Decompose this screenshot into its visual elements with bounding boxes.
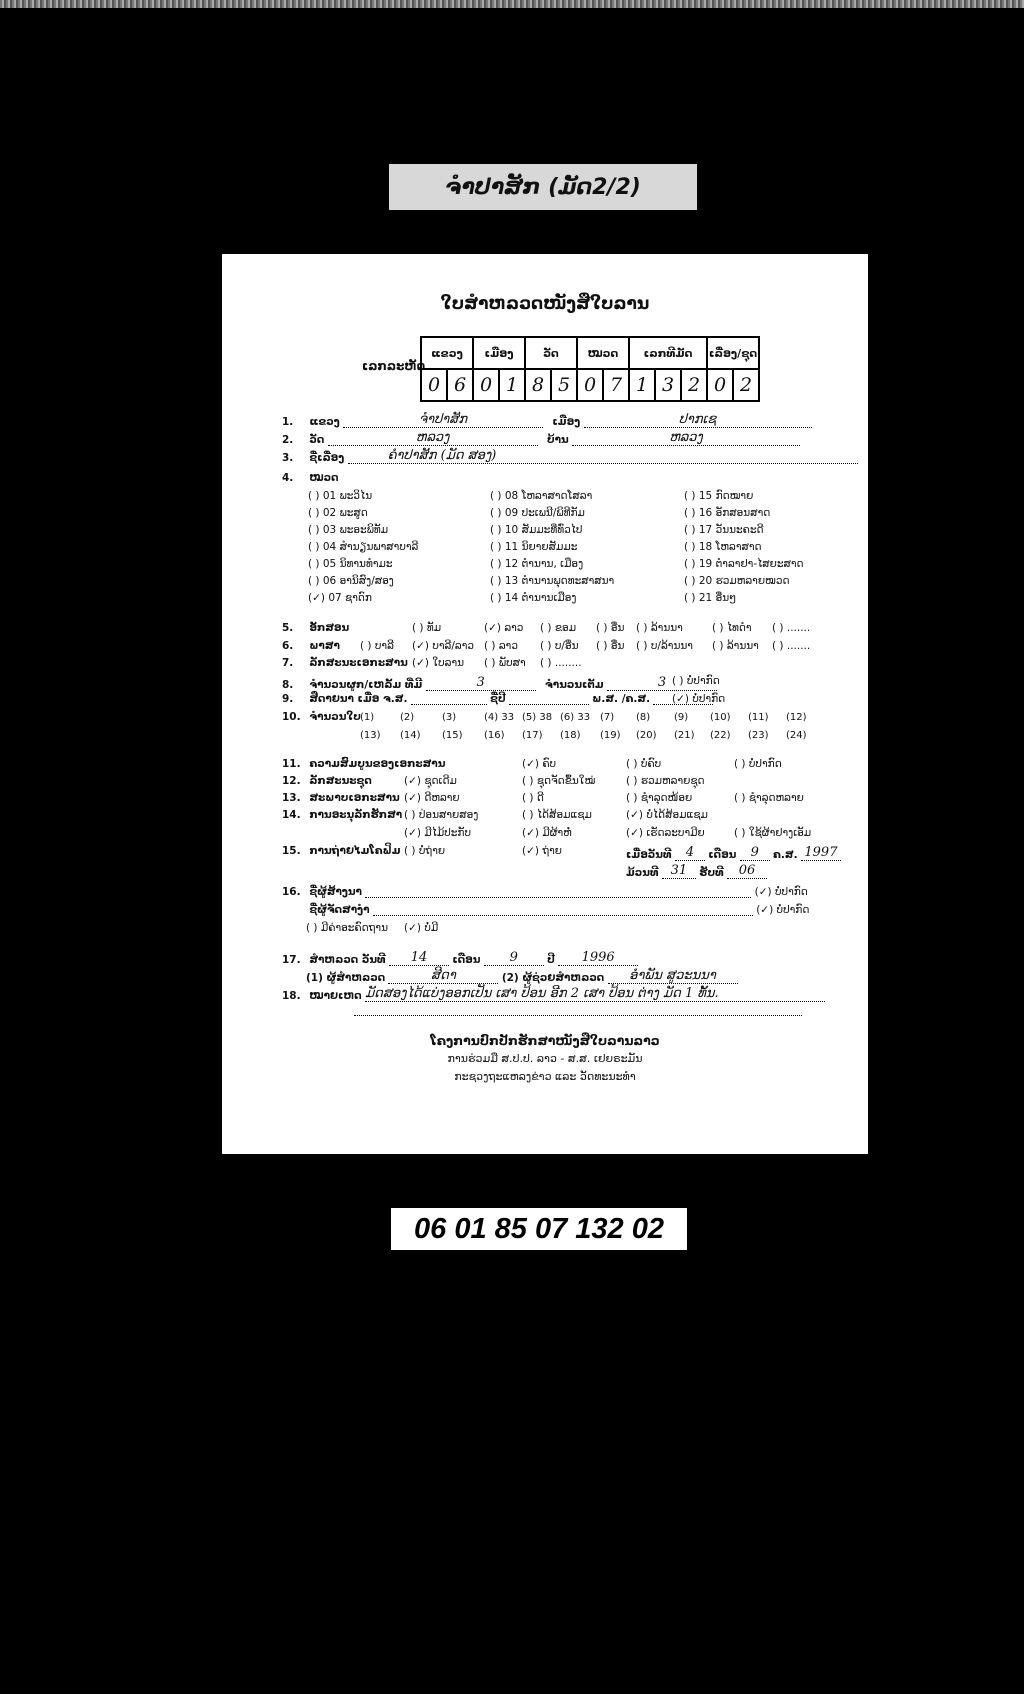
- preservation-option: ( ) ປ່ອນສາຍສອງ: [404, 809, 479, 821]
- leaves-count: (14): [400, 730, 421, 741]
- remarks-value: ມັດສອງໄດ້ແບ່ງອອກເປັນ ເສາ ປ້ອນ ອີກ 2 ເສາ ປ້ອນ ຕ່າງ ມັດ 1 ທັ້ນ.: [365, 986, 825, 1002]
- field-language-row: [282, 640, 340, 652]
- set-type-option: (✓) ຊຸດເດີມ: [404, 775, 457, 787]
- completeness-option: ( ) ບໍ່ປາກົດ: [734, 758, 782, 770]
- leaves-count: (1): [360, 712, 375, 723]
- dedication-option: ( ) ມີຄ່າອະຄົດຖານ: [306, 922, 389, 934]
- not-visible-option: (✓) ບໍ່ປາກົດ: [754, 886, 808, 898]
- preservation-option: (✓) ມີໄມ້ປະກັບ: [404, 827, 472, 839]
- field-copier-row: [282, 904, 809, 916]
- code-digit: 0: [421, 369, 447, 401]
- category-item: ( ) 16 ອັກສອນສາດ: [684, 507, 771, 519]
- district-value: ປາກເຊ: [584, 412, 812, 428]
- material-option: (✓) ໃບລານ: [412, 657, 465, 669]
- leaves-count: (5) 38: [522, 712, 553, 723]
- code-digit: 2: [681, 369, 707, 401]
- code-header: ໝວດ: [577, 337, 629, 369]
- not-visible-option: ( ) ບໍ່ປາກົດ: [672, 675, 720, 687]
- language-option: ( ) .......: [772, 640, 811, 652]
- code-header: ແຂວງ: [421, 337, 473, 369]
- category-item: ( ) 13 ຕຳນານພຸດທະສາສນາ: [490, 575, 615, 587]
- full-count-value: 3: [607, 675, 717, 691]
- field-label: ວັດ: [309, 434, 325, 446]
- field-label: ຈຳນວນເຕັມ: [545, 679, 604, 691]
- completeness-option: (✓) ຄົບ: [522, 758, 557, 770]
- field-temple-row: [282, 430, 800, 446]
- category-item: ( ) 21 ອື່ນໆ: [684, 592, 737, 604]
- condition-option: (✓) ດີຫລາຍ: [404, 792, 460, 804]
- category-item: ( ) 08 ໂຫລາສາດໂສລາ: [490, 490, 593, 502]
- title-value: ຄຳປາສັກ (ມັດ ສອງ): [348, 448, 858, 464]
- code-digit: 3: [655, 369, 681, 401]
- microfilm-roll: [626, 863, 767, 879]
- category-item: ( ) 15 ກົດໝາຍ: [684, 490, 754, 502]
- microfilm-day: 4: [675, 845, 705, 861]
- form-footer: [222, 1032, 868, 1086]
- leaves-count: (21): [674, 730, 695, 741]
- language-option: ( ) ລ້ານນາ: [712, 640, 759, 652]
- code-header: ວັດ: [525, 337, 577, 369]
- script-option: ( ) ລ້ານນາ: [636, 622, 683, 634]
- leaves-count: (2): [400, 712, 415, 723]
- leaves-count: (11): [748, 712, 769, 723]
- microfilm-date: [626, 845, 841, 861]
- field-set-type-row: [282, 775, 372, 787]
- code-digit: 5: [551, 369, 577, 401]
- code-digit: 8: [525, 369, 551, 401]
- code-digit: 6: [447, 369, 473, 401]
- leaves-count: (4) 33: [484, 712, 515, 723]
- code-label: ເລກລະຫັດ: [362, 359, 426, 373]
- roll-value: 31: [662, 863, 696, 879]
- leaves-count: (22): [710, 730, 731, 741]
- leaves-count: (23): [748, 730, 769, 741]
- language-option: ( ) ລາວ: [484, 640, 518, 652]
- code-digit: 1: [499, 369, 525, 401]
- frame-value: 06: [727, 863, 767, 879]
- leaves-count: (8): [636, 712, 651, 723]
- field-condition-row: [282, 792, 400, 804]
- preservation-option: ( ) ໃຊ້ຜ້າຢາງເອັມ: [734, 827, 812, 839]
- set-type-option: ( ) ຊຸດຈັດຂຶ້ນໃໝ່: [522, 775, 596, 787]
- category-item: (✓) 07 ຊາດົກ: [308, 592, 372, 604]
- material-option: ( ) ພັບສາ: [484, 657, 526, 669]
- microfilm-year: 1997: [801, 845, 841, 861]
- code-digit: 0: [577, 369, 603, 401]
- preservation-option: (✓) ບໍ່ໄດ້ສ້ອມແຊມ: [626, 809, 708, 821]
- leaves-count: (15): [442, 730, 463, 741]
- field-number: 11.: [282, 758, 301, 770]
- leaves-count: (7): [600, 712, 615, 723]
- leaves-count: (20): [636, 730, 657, 741]
- leaves-count: (17): [522, 730, 543, 741]
- code-digit: 0: [473, 369, 499, 401]
- field-province-row: [282, 412, 812, 428]
- header-title: ຈຳປາສັກ (ມັດ2/2): [389, 164, 697, 210]
- assistant-value: ອຳພັນ ສູວະນນາ: [608, 968, 738, 984]
- field-label: ສືດາຍນາ ເມື່ອ ຈ.ສ.: [309, 693, 408, 705]
- field-label: ຊື່ຜູ້ສ້າງນາ: [309, 886, 362, 898]
- field-label: ເມືອງ: [552, 416, 581, 428]
- field-date-row: [282, 693, 713, 705]
- field-label: ການຖ່າຍໄມໂຄຟິມ: [309, 845, 401, 857]
- field-label: ເດືອນ: [452, 954, 481, 966]
- category-item: ( ) 01 ພະວິໄນ: [308, 490, 373, 502]
- category-item: ( ) 09 ປະເພນີ/ພິທີກັມ: [490, 507, 585, 519]
- preservation-option: (✓) ເຮັດລະບາມີຍ: [626, 827, 705, 839]
- microfilm-month: 9: [740, 845, 770, 861]
- field-label: ບ້ານ: [546, 434, 569, 446]
- field-label: ຊື່ຜູ້ຈັດສາງຳ: [309, 904, 370, 916]
- temple-value: ຫລວງ: [328, 430, 538, 446]
- code-header: ເລກທີມັດ: [629, 337, 707, 369]
- field-label: ລັກສະນະຊຸດ: [309, 775, 372, 787]
- leaves-count: (9): [674, 712, 689, 723]
- field-number: 10.: [282, 711, 301, 723]
- category-item: ( ) 06 ອານິສົງ/ສອງ: [308, 575, 394, 587]
- field-number: 16.: [282, 886, 301, 898]
- code-digit: 1: [629, 369, 655, 401]
- leaves-count: (19): [600, 730, 621, 741]
- field-number: 4.: [282, 472, 294, 484]
- category-item: ( ) 02 ພະສູດ: [308, 507, 368, 519]
- field-label: ລັກສະນະເອກະສານ: [309, 657, 408, 669]
- bundle-count-value: 3: [426, 675, 536, 691]
- preservation-option: ( ) ໄດ້ສ້ອມແຊມ: [522, 809, 592, 821]
- field-label: ການອະນຸລັກຮັກສາ: [309, 809, 403, 821]
- survey-form: [222, 254, 868, 1154]
- bottom-code-label: 06 01 85 07 132 02: [391, 1208, 687, 1250]
- leaves-count: (6) 33: [560, 712, 591, 723]
- field-label: ຄ.ສ.: [773, 849, 798, 861]
- condition-option: ( ) ດີ: [522, 792, 544, 804]
- category-item: ( ) 03 ພະອະພິທັມ: [308, 524, 389, 536]
- category-item: ( ) 14 ຕຳນານເມືອງ: [490, 592, 577, 604]
- code-digit: 7: [603, 369, 629, 401]
- field-number: 17.: [282, 954, 301, 966]
- province-value: ຈຳປາສັກ: [343, 412, 543, 428]
- field-owner-row: [282, 886, 808, 898]
- completeness-option: ( ) ບໍ່ຄົບ: [626, 758, 662, 770]
- code-table: [420, 336, 760, 402]
- survey-year: 1996: [558, 950, 638, 966]
- leaves-count: (18): [560, 730, 581, 741]
- field-label: ສຳຫລວດ ວັນທີ: [309, 954, 386, 966]
- category-item: ( ) 20 ຮວມຫລາຍໝວດ: [684, 575, 790, 587]
- not-visible-option: (✓) ບໍ່ປາກົດ: [672, 693, 726, 705]
- field-leaves-row: [282, 711, 361, 723]
- leaves-count: (24): [786, 730, 807, 741]
- survey-month: 9: [484, 950, 544, 966]
- condition-option: ( ) ຊຳລຸດຫລາຍ: [734, 792, 804, 804]
- field-number: 15.: [282, 845, 301, 857]
- field-label: ຊື່ເລື່ອງ: [309, 452, 345, 464]
- field-number: 12.: [282, 775, 301, 787]
- code-header: ເລື່ອງ/ຊຸດ: [707, 337, 759, 369]
- field-label: ແຂວງ: [309, 416, 340, 428]
- script-option: ( ) ໄທດຳ: [712, 622, 752, 634]
- field-label: ໝາຍເຫດ: [309, 990, 362, 1002]
- category-item: ( ) 12 ຕຳນານ, ເມືອງ: [490, 558, 584, 570]
- leaves-count: (3): [442, 712, 457, 723]
- category-item: ( ) 04 ສຳນຽນພາສາບາລີ: [308, 541, 419, 553]
- category-item: ( ) 17 ວັນນະຄະດີ: [684, 524, 764, 536]
- code-header: ເມືອງ: [473, 337, 525, 369]
- scanner-edge: [0, 0, 1024, 8]
- field-number: 6.: [282, 640, 294, 652]
- field-label: ໝວດ: [309, 472, 339, 484]
- survey-day: 14: [389, 950, 449, 966]
- field-number: 13.: [282, 792, 301, 804]
- field-label: ເດືອນ: [708, 849, 737, 861]
- language-option: (✓) ບາລີ/ລາວ: [412, 640, 475, 652]
- field-material-row: [282, 657, 408, 669]
- category-item: ( ) 05 ນິທານທຳມະ: [308, 558, 393, 570]
- field-label: ພ.ສ. /ຄ.ສ.: [592, 693, 651, 705]
- field-number: 2.: [282, 434, 294, 446]
- field-number: 5.: [282, 622, 294, 634]
- field-remarks-row: [282, 986, 825, 1002]
- field-script-row: [282, 622, 409, 634]
- field-surveyors-row: [306, 968, 738, 984]
- field-label: ອັກສອນ: [309, 622, 350, 634]
- field-number: 8.: [282, 679, 294, 691]
- form-title: ໃບສຳຫລວດໜັງສືໃບລານ: [440, 294, 650, 314]
- category-item: ( ) 10 ສັມມະທີ່ທົ່ວໄປ: [490, 524, 583, 536]
- village-value: ຫລວງ: [572, 430, 800, 446]
- not-visible-option: (✓) ບໍ່ປາກົດ: [756, 904, 810, 916]
- language-option: ( ) ບ/ອື່ນ: [540, 640, 579, 652]
- field-label: ຄວາມສົມບູນຂອງເອກະສານ: [309, 758, 446, 770]
- leaves-count: (13): [360, 730, 381, 741]
- field-number: 14.: [282, 809, 301, 821]
- surveyor-value: ສີດາ: [388, 968, 498, 984]
- field-title-row: [282, 448, 858, 464]
- preservation-option: (✓) ມີຜ້າຫໍ່: [522, 827, 572, 839]
- footer-ministry: ກະຊວງຖະແຫລງຂ່າວ ແລະ ວັດທະນະທຳ: [454, 1070, 636, 1083]
- leaves-count: (10): [710, 712, 731, 723]
- field-label: ປີ: [547, 954, 555, 966]
- field-number: 18.: [282, 990, 301, 1002]
- field-label: (2) ຜູ້ຊ່ວຍສຳຫລວດ: [501, 972, 605, 984]
- category-item: ( ) 18 ໂຫລາສາດ: [684, 541, 762, 553]
- category-item: ( ) 19 ຕຳລາຢາ-ໄສຍະສາດ: [684, 558, 804, 570]
- microfilm-option: ( ) ບໍ່ຖ່າຍ: [404, 845, 446, 857]
- dedication-option: (✓) ບໍ່ມີ: [404, 922, 439, 934]
- script-option: ( ) .......: [772, 622, 811, 634]
- field-number: 7.: [282, 657, 294, 669]
- script-option: (✓) ລາວ: [484, 622, 524, 634]
- field-number: 9.: [282, 693, 294, 705]
- field-bundle-count-row: [282, 675, 717, 691]
- material-option: ( ) ........: [540, 657, 582, 669]
- remarks-line-2: [354, 1004, 802, 1016]
- field-number: 3.: [282, 452, 294, 464]
- language-option: ( ) ບ/ລ້ານນາ: [636, 640, 693, 652]
- condition-option: ( ) ຊຳລຸດໜ້ອຍ: [626, 792, 693, 804]
- code-digit: 0: [707, 369, 733, 401]
- field-label: (1) ຜູ້ສຳຫລວດ: [306, 972, 386, 984]
- field-preservation-row: [282, 809, 402, 821]
- code-digit: 2: [733, 369, 759, 401]
- script-option: ( ) ທັມ: [412, 622, 442, 634]
- category-item: ( ) 11 ນິຍາຍສັມມະ: [490, 541, 578, 553]
- field-label: ພາສາ: [309, 640, 340, 652]
- language-option: ( ) ອື່ນ: [596, 640, 625, 652]
- field-label: ມ້ວນທີ: [626, 867, 659, 879]
- field-number: 1.: [282, 416, 294, 428]
- field-label: ເມື່ອວັນທີ: [626, 849, 672, 861]
- microfilm-option: (✓) ຖ່າຍ: [522, 845, 562, 857]
- field-label: ຮັບທີ: [699, 867, 724, 879]
- field-microfilm-row: [282, 845, 401, 857]
- script-option: ( ) ຂອມ: [540, 622, 577, 634]
- field-label: ຈຳນວນຜູກ/ເຫລັ້ມ ທີ່ມີ: [309, 679, 423, 691]
- set-type-option: ( ) ຮວມຫລາຍຊຸດ: [626, 775, 705, 787]
- field-label: ສະພາບເອກະສານ: [309, 792, 400, 804]
- field-category-row: [282, 472, 339, 484]
- field-label: ຊື່ປີ: [490, 693, 506, 705]
- field-label: ຈຳນວນໃບ: [309, 711, 361, 723]
- field-survey-date-row: [282, 950, 638, 966]
- leaves-count: (16): [484, 730, 505, 741]
- field-completeness-row: [282, 758, 445, 770]
- footer-project: ໂຄງການປົກປັກຮັກສາໜັງສືໃບລານລາວ: [430, 1033, 660, 1048]
- footer-cooperation: ການຮ່ວມມື ສ.ປ.ປ. ລາວ - ສ.ສ. ເຢຍຣະມັນ: [447, 1052, 643, 1065]
- script-option: ( ) ອື່ນ: [596, 622, 625, 634]
- leaves-count: (12): [786, 712, 807, 723]
- language-option: ( ) ບາລີ: [360, 640, 394, 652]
